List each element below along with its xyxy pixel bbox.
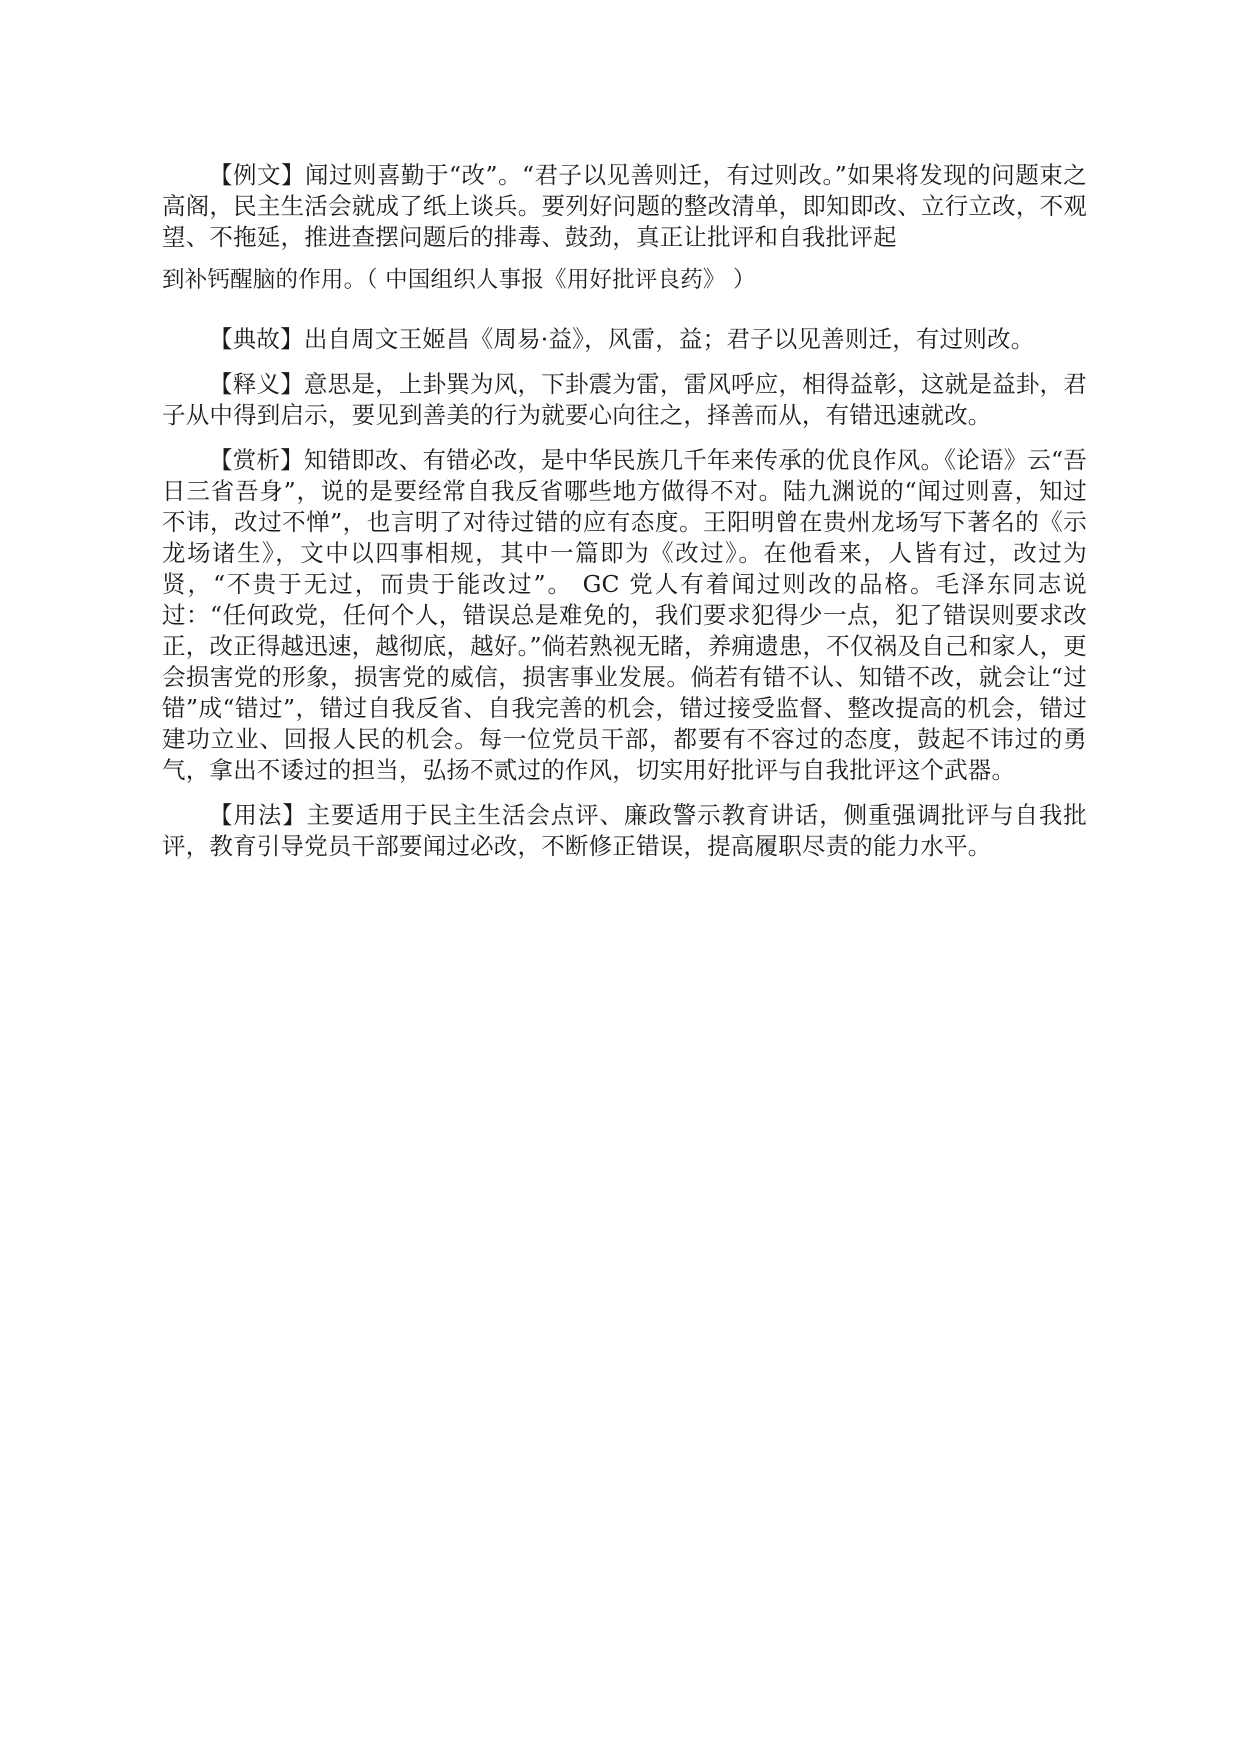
paragraph-example-text: 闻过则喜勤于“改”。“君子以见善则迁，有过则改。”如果将发现的问题束之高阁，民主生活会就成了纸上谈兵。要列好问题的整改清单，即知即改、立行立改，不观望、不拖延，推进查摆问题后的排毒、鼓劲，真正让批评和自我批评起 [162, 161, 1087, 251]
section-tag-example: 【例文】 [209, 161, 305, 189]
paragraph-origin-text: 出自周文王姬昌《周易·益》，风雷，益；君子以见善则迁，有过则改。 [303, 325, 1035, 353]
section-tag-origin: 【典故】 [209, 325, 304, 353]
section-tag-usage: 【用法】 [209, 801, 307, 829]
paragraph-usage-text: 主要适用于民主生活会点评、廉政警示教育讲话，侧重强调批评与自我批评，教育引导党员干部要闻过必改，不断修正错误，提高履职尽责的能力水平。 [162, 801, 1087, 860]
paragraph-analysis [162, 445, 1087, 786]
section-tag-analysis: 【赏析】 [209, 446, 304, 474]
section-tag-meaning: 【释义】 [209, 370, 304, 398]
paragraph-origin [162, 324, 1087, 355]
paragraph-usage [162, 800, 1087, 862]
paragraph-meaning-text: 意思是，上卦巽为风，下卦震为雷，雷风呼应，相得益彰，这就是益卦，君子从中得到启示，要见到善美的行为就要心向往之，择善而从，有错迅速就改。 [162, 370, 1087, 429]
document-page [162, 160, 1087, 862]
paragraph-analysis-text: 知错即改、有错必改，是中华民族几千年来传承的优良作风。《论语》云“吾日三省吾身”，说的是要经常自我反省哪些地方做得不对。陆九渊说的“闻过则喜，知过不讳，改过不惮”，也言明了对待过错的应有态度。王阳明曾在贵州龙场写下著名的《示龙场诸生》，文中以四事相规，其中一篇即为《改过》。在他看来，人皆有过，改过为贤，“不贵于无过，而贵于能改过”。 GC 党人有着闻过则改的品格。毛泽东同志说过：“任何政党，任何个人，错误总是难免的，我们要求犯得少一点，犯了错误则要求改正，改正得越迅速，越彻底，越好。”倘若熟视无睹，养痈遗患，不仅祸及自己和家人，更会损害党的形象，损害党的威信，损害事业发展。倘若有错不认、知错不改，就会让“过错”成“错过”，错过自我反省、自我完善的机会，错过接受监督、整改提高的机会，错过建功立业、回报人民的机会。每一位党员干部，都要有不容过的态度，鼓起不讳过的勇气，拿出不诿过的担当，弘扬不贰过的作风，切实用好批评与自我批评这个武器。 [162, 446, 1087, 784]
paragraph-meaning [162, 369, 1087, 431]
paragraph-example-source: 到补钙醒脑的作用。（ 中国组织人事报《用好批评良药》 ） [162, 267, 756, 293]
paragraph-example [162, 160, 1087, 296]
